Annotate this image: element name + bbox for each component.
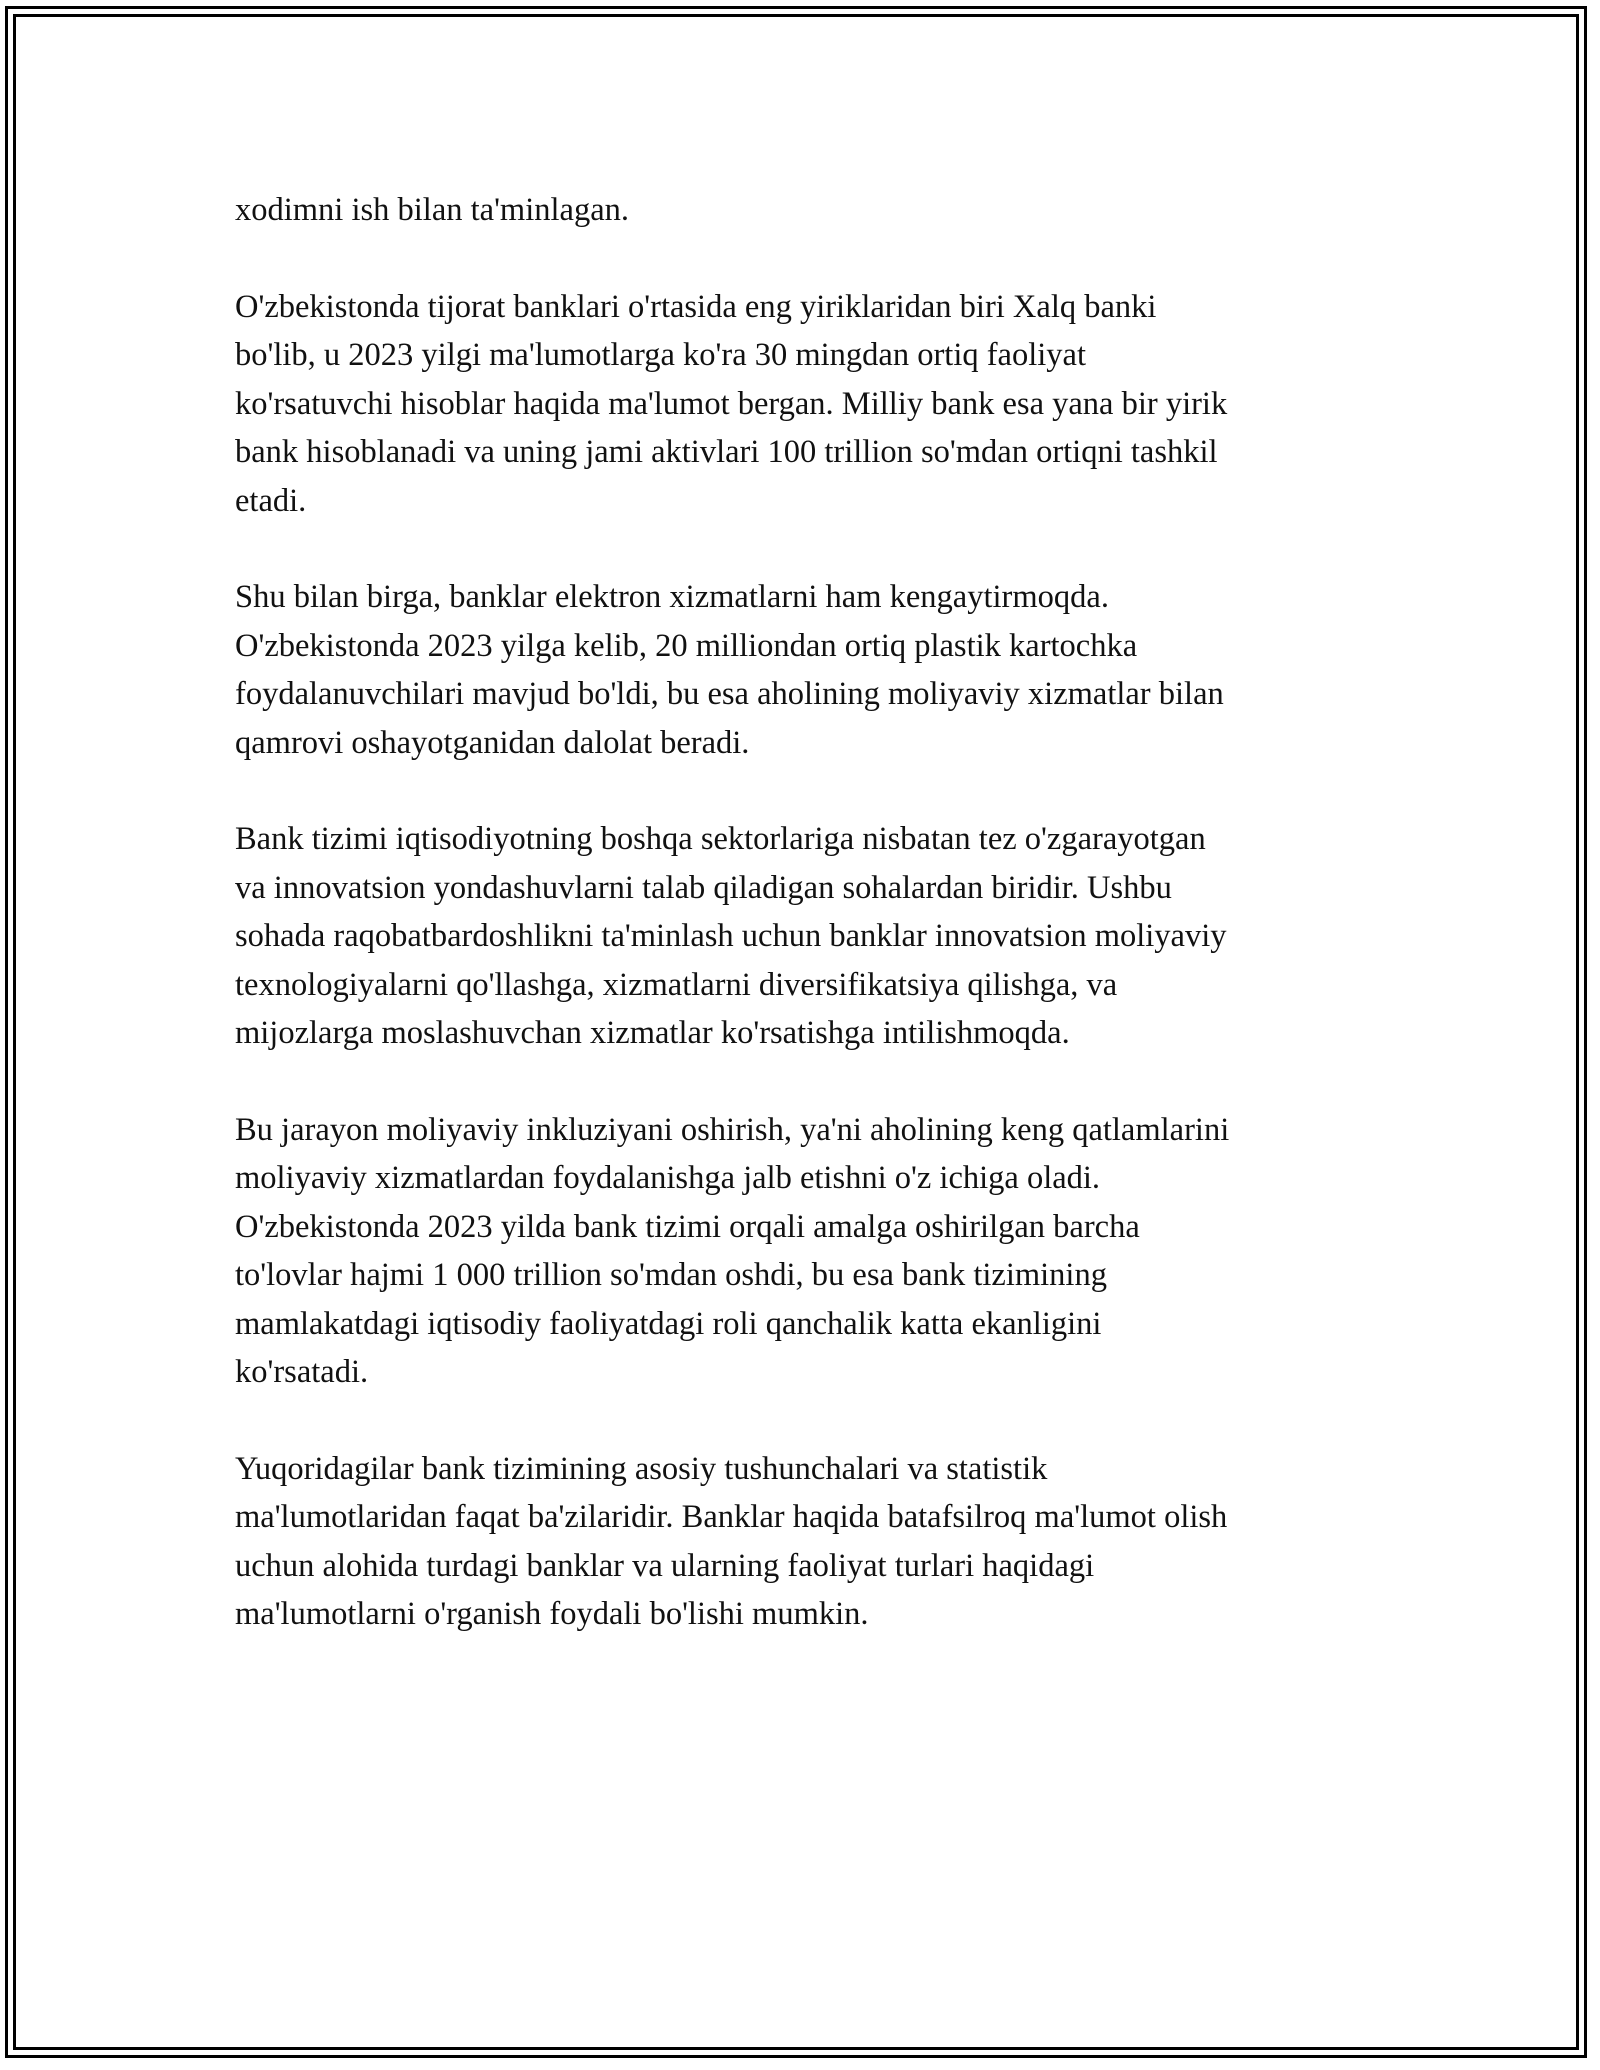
paragraph-line: O'zbekistonda 2023 yilda bank tizimi orqali amalga oshirilgan barcha	[235, 1208, 1140, 1245]
paragraph-line: moliyaviy xizmatlardan foydalanishga jalb etishni o'z ichiga oladi.	[235, 1160, 1101, 1196]
paragraph-line: Yuqoridagilar bank tizimining asosiy tushunchalari va statistik	[235, 1450, 1048, 1487]
paragraph-1	[235, 186, 1370, 235]
paragraph-line: sohada raqobatbardoshlikni ta'minlash uchun banklar innovatsion moliyaviy	[235, 918, 1227, 954]
paragraph-line: ma'lumotlaridan faqat ba'zilaridir. Banklar haqida batafsilroq ma'lumot olish	[235, 1499, 1228, 1535]
paragraph-line: qamrovi oshayotganidan dalolat beradi.	[235, 724, 750, 761]
paragraph-2	[235, 283, 1370, 526]
paragraph-line: mamlakatdagi iqtisodiy faoliyatdagi roli qanchalik katta ekanligini	[235, 1305, 1102, 1342]
paragraph-line: Shu bilan birga, banklar elektron xizmatlarni ham kengaytirmoqda.	[235, 579, 1109, 615]
paragraph-line: to'lovlar hajmi 1 000 trillion so'mdan oshdi, bu esa bank tizimining	[235, 1257, 1107, 1293]
paragraph-line: etadi.	[235, 482, 307, 519]
paragraph-6	[235, 1445, 1370, 1639]
paragraph-line: foydalanuvchilari mavjud bo'ldi, bu esa aholining moliyaviy xizmatlar bilan	[235, 676, 1224, 712]
paragraph-line: bo'lib, u 2023 yilgi ma'lumotlarga ko'ra 30 mingdan ortiq faoliyat	[235, 337, 1086, 373]
paragraph-line: mijozlarga moslashuvchan xizmatlar ko'rsatishga intilishmoqda.	[235, 1015, 1070, 1051]
paragraph-line: O'zbekistonda tijorat banklari o'rtasida eng yiriklaridan biri Xalq banki	[235, 288, 1157, 325]
paragraph-line: bank hisoblanadi va uning jami aktivlari 100 trillion so'mdan ortiqni tashkil	[235, 434, 1218, 470]
paragraph-line: O'zbekistonda 2023 yilga kelib, 20 milliondan ortiq plastik kartochka	[235, 627, 1138, 664]
paragraph-line: ko'rsatuvchi hisoblar haqida ma'lumot bergan. Milliy bank esa yana bir yirik	[235, 385, 1228, 422]
paragraph-3	[235, 573, 1370, 767]
paragraph-line: uchun alohida turdagi banklar va ularning faoliyat turlari haqidagi	[235, 1547, 1095, 1584]
paragraph-line: texnologiyalarni qo'llashga, xizmatlarni diversifikatsiya qilishga, va	[235, 966, 1118, 1003]
paragraph-line: ko'rsatadi.	[235, 1354, 369, 1390]
paragraph-line: xodimni ish bilan ta'minlagan.	[235, 192, 629, 228]
paragraph-line: va innovatsion yondashuvlarni talab qiladigan sohalardan biridir. Ushbu	[235, 869, 1172, 906]
paragraph-line: ma'lumotlarni o'rganish foydali bo'lishi mumkin.	[235, 1596, 869, 1632]
paragraph-line: Bank tizimi iqtisodiyotning boshqa sektorlariga nisbatan tez o'zgarayotgan	[235, 821, 1206, 857]
paragraph-5	[235, 1106, 1370, 1397]
paragraph-4	[235, 815, 1370, 1058]
paragraph-line: Bu jarayon moliyaviy inkluziyani oshirish, ya'ni aholining keng qatlamlarini	[235, 1111, 1230, 1148]
document-body	[235, 186, 1370, 1687]
